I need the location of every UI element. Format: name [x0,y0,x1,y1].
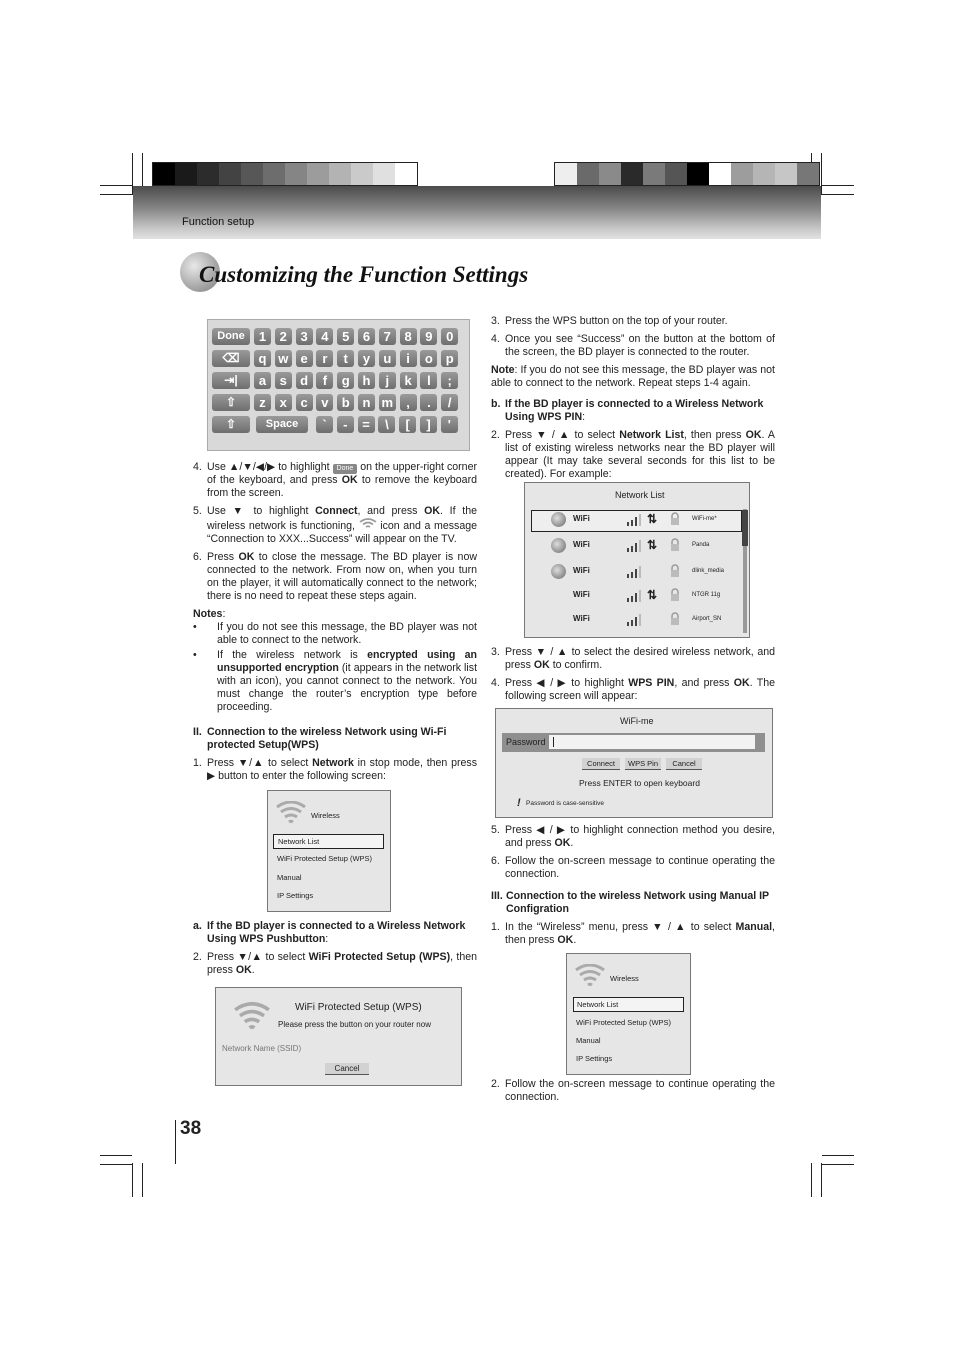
section-label: Function setup [182,216,255,228]
step-rb3: 3. Press ▼ / ▲ to select the desired wireless network, and press OK to confirm. [491,646,775,671]
note-1: • If you do not see this message, the BD player was not able to connect to the network. [193,621,477,646]
crop-mark [822,1164,854,1165]
keyboard-key[interactable]: 9 [420,328,437,345]
keyboard-key[interactable]: c [296,394,313,411]
keyboard-key[interactable]: d [296,372,313,389]
lock-icon [670,564,680,578]
keyboard-key[interactable]: 7 [379,328,396,345]
keyboard-key[interactable]: o [420,350,437,367]
keyboard-key[interactable]: b [337,394,354,411]
keyboard-key[interactable]: ⇧ [212,394,250,411]
color-swatch [373,163,395,185]
step-rc2-wrap [491,1078,775,1109]
step-r4: 4. Once you see “Success” on the button at the bottom of the screen, the BD player is connected to the router. [491,333,775,358]
crop-mark [821,153,822,195]
password-input[interactable] [549,735,755,749]
keyboard-hint: Press ENTER to open keyboard [579,778,700,788]
keyboard-key[interactable]: ⇧ [212,416,250,433]
crop-mark [822,194,854,195]
keyboard-key[interactable]: = [358,416,375,433]
keyboard-key[interactable]: g [337,372,354,389]
crop-mark [100,1155,132,1156]
left-steps: 4. Use ▲/▼/◀/▶ to highlight Done on the upper-right corner of the keyboard, and press OK to remove the keyboard from the screen. 5. Use ▼ to highlight Connect, and press OK. If the wireless network is functioning, icon and a message “Connection to XXX...Success” will appear on the TV. 6. Press OK to close the message. The BD player is now connected to the network. From now on, when you turn on the player, it will automatically connect to the network; there is no need to repeat these steps again. Notes: • If you do not see this message, the BD player was not able to connect to the network. • If the wireless network is encrypted using an unsupported encryption (it appears in the network list with an icon), you cannot connect to the network. You must change the router’s encryption type before proceeding. [193,461,478,713]
crop-mark [822,1155,854,1156]
network-name: Panda [692,542,710,548]
keyboard-key[interactable]: ' [441,416,458,433]
color-swatch [197,163,219,185]
text-cursor [553,737,554,747]
signal-strength-icon [626,513,642,525]
crop-mark [132,1163,133,1197]
keyboard-key[interactable]: 1 [254,328,271,345]
network-type-label: WiFi [573,566,590,575]
keyboard-key[interactable]: i [400,350,417,367]
keyboard-key[interactable]: t [337,350,354,367]
color-swatch [709,163,731,185]
keyboard-key[interactable]: s [275,372,292,389]
keyboard-key[interactable]: ⇥| [212,372,250,389]
keyboard-key[interactable]: l [420,372,437,389]
color-swatch [307,163,329,185]
step-5: 5. Use ▼ to highlight Connect, and press OK. If the wireless network is functioning, icon and a message “Connection to XXX...Success” will appear on the TV. [193,505,478,545]
menu-title: Wireless [610,974,639,983]
step-4: 4. Use ▲/▼/◀/▶ to highlight Done on the upper-right corner of the keyboard, and press OK to remove the keyboard from the screen. [193,461,477,499]
keyboard-key[interactable]: , [400,394,417,411]
wifi-signal-icon [359,520,377,532]
wifi-icon [276,801,306,825]
globe-icon [551,512,566,527]
network-type-label: WiFi [573,590,590,599]
keyboard-key[interactable]: ] [420,416,437,433]
lock-icon [670,612,680,626]
wps-refresh-icon: ⇅ [647,538,658,552]
lock-icon [670,538,680,552]
color-swatch [753,163,775,185]
network-list-screen [524,482,750,638]
keyboard-key[interactable]: 2 [275,328,292,345]
keyboard-key[interactable]: 0 [441,328,458,345]
color-swatch [731,163,753,185]
keyboard-key[interactable]: k [400,372,417,389]
color-swatch [175,163,197,185]
menu-item-ip-settings[interactable]: IP Settings [576,1054,613,1063]
keyboard-key[interactable]: 6 [358,328,375,345]
lock-icon [670,512,680,526]
note-2: • If the wireless network is encrypted using an unsupported encryption (it appears in the network list with an icon), you cannot connect to the network. You must change the router’s encryption type before proceeding. [193,649,478,713]
keyboard-key[interactable]: x [275,394,292,411]
right-steps-bottom [491,824,775,952]
wifi-icon [575,964,605,988]
signal-strength-icon [626,539,642,551]
keyboard-key[interactable]: ` [316,416,333,433]
keyboard-key[interactable]: n [358,394,375,411]
keyboard-key[interactable]: / [441,394,458,411]
color-swatch [219,163,241,185]
network-type-label: WiFi [573,514,590,523]
section-a-step-2: 2. Press ▼/▲ to select WiFi Protected Setup (WPS), then press OK. [193,951,477,976]
header-band [133,186,821,239]
keyboard-key[interactable]: ; [441,372,458,389]
pin-screen-title: WiFi-me [620,716,654,726]
scrollbar-thumb[interactable] [742,510,748,546]
step-rb4: 4. Press ◀ / ▶ to highlight WPS PIN, and press OK. The following screen will appear: [491,677,776,702]
keyboard-key[interactable]: 5 [337,328,354,345]
keyboard-key[interactable]: - [337,416,354,433]
connect-button[interactable]: Connect [582,758,620,770]
color-swatch [329,163,351,185]
keyboard-key[interactable]: p [441,350,458,367]
keyboard-key[interactable]: e [296,350,313,367]
keyboard-key[interactable]: u [379,350,396,367]
color-swatch [599,163,621,185]
section-iii-heading: III. Connection to the wireless Network using Manual IP Configration [491,890,769,915]
section-ii-step-1: 1. Press ▼/▲ to select Network in stop mode, then press ▶ button to enter the following screen: [193,757,477,782]
wifi-icon [234,1002,270,1032]
wps-message: Please press the button on your router now [278,1020,431,1029]
password-label: Password [506,737,546,747]
wps-screen [215,987,462,1086]
page-number-rule [175,1120,176,1164]
keyboard-key[interactable]: y [358,350,375,367]
crop-mark [100,185,132,186]
keyboard-key[interactable]: Done [212,328,250,345]
wireless-menu-screen [267,790,391,912]
right-color-bar [554,162,820,186]
keyboard-key[interactable]: f [316,372,333,389]
menu-item-manual[interactable]: Manual [277,873,302,882]
color-swatch [775,163,797,185]
case-note: Password is case-sensitive [526,800,605,807]
section-ii [193,726,477,788]
globe-icon [551,538,566,553]
done-chip: Done [333,464,358,474]
wps-refresh-icon: ⇅ [647,512,658,526]
signal-strength-icon [626,565,642,577]
menu-item-ip-settings[interactable]: IP Settings [277,891,314,900]
step-rb6: 6. Follow the on-screen message to continue operating the connection. [491,855,775,880]
wps-refresh-icon: ⇅ [647,588,658,602]
keyboard-key[interactable]: . [420,394,437,411]
menu-item-network-list[interactable]: Network List [278,837,320,846]
page-number: 38 [180,1118,202,1139]
section-a [193,920,477,982]
color-swatch [285,163,307,185]
wps-pin-screen [495,708,773,818]
wps-title: WiFi Protected Setup (WPS) [295,1002,422,1013]
network-name: NTGR 11g [692,592,721,598]
signal-strength-icon [626,613,642,625]
keyboard-key[interactable]: q [254,350,271,367]
color-swatch [263,163,285,185]
step-r3: 3. Press the WPS button on the top of your router. [491,315,728,327]
crop-mark [100,194,132,195]
crop-mark [100,1164,132,1165]
warning-icon: ! [517,797,521,809]
keyboard-key[interactable]: z [254,394,271,411]
right-steps-top [491,315,775,486]
crop-mark [822,185,854,186]
menu-item-manual[interactable]: Manual [576,1036,601,1045]
keyboard-key[interactable]: 4 [316,328,333,345]
keyboard-key[interactable]: [ [399,416,416,433]
crop-mark [142,1163,143,1197]
left-color-bar [152,162,418,186]
keyboard-key[interactable]: w [275,350,292,367]
lock-icon [670,588,680,602]
space-key[interactable]: Space [256,416,308,433]
keyboard-key[interactable]: \ [378,416,395,433]
color-swatch [577,163,599,185]
keyboard-key[interactable]: m [379,394,396,411]
menu-item-wps[interactable]: WiFi Protected Setup (WPS) [576,1018,672,1027]
signal-strength-icon [626,589,642,601]
crop-mark [821,1163,822,1197]
color-swatch [241,163,263,185]
menu-item-network-list[interactable]: Network List [577,1000,619,1009]
cancel-button[interactable]: Cancel [666,758,702,770]
page-title: Customizing the Function Settings [199,262,529,287]
network-list-title: Network List [615,490,665,500]
color-swatch [555,163,577,185]
cancel-button[interactable]: Cancel [325,1063,369,1075]
menu-title: Wireless [311,811,340,820]
color-swatch [395,163,417,185]
step-6: 6. Press OK to close the message. The BD player is now connected to the network. From now on, when you turn on the player, it will automatically connect to the network; there is no need to repeat these steps again. [193,551,477,602]
keyboard-key[interactable]: 8 [400,328,417,345]
onscreen-keyboard [207,319,470,451]
ssid-label: Network Name (SSID) [222,1044,302,1053]
section-b-heading: b. If the BD player is connected to a Wireless Network Using WPS PIN: [491,398,764,423]
color-swatch [797,163,819,185]
keyboard-key[interactable]: r [316,350,333,367]
step-rc2: 2. Follow the on-screen message to continue operating the connection. [491,1078,775,1103]
note: Note: If you do not see this message, the BD player was not able to connect to the network. Repeat steps 1-4 again. [491,364,775,389]
section-ii-heading: II. Connection to the wireless Network using Wi-Fi protected Setup(WPS) [193,726,447,751]
crop-mark [811,1163,812,1197]
wps-pin-button[interactable]: WPS Pin [625,758,661,770]
network-name: Airport_SN [692,616,722,622]
keyboard-key[interactable]: v [316,394,333,411]
step-rb2: 2. Press ▼ / ▲ to select Network List, then press OK. A list of existing wireless networks near the BD player will appear (It may take several seconds for this list to be created). For example: [491,429,775,480]
color-swatch [665,163,687,185]
network-name: dlink_media [692,568,725,574]
keyboard-key[interactable]: ⌫ [212,350,250,367]
right-steps-mid [491,646,775,708]
keyboard-key[interactable]: j [379,372,396,389]
section-a-heading: a. If the BD player is connected to a Wireless Network Using WPS Pushbutton: [193,920,466,945]
network-type-label: WiFi [573,614,590,623]
network-type-label: WiFi [573,540,590,549]
keyboard-key[interactable]: 3 [296,328,313,345]
keyboard-key[interactable]: h [358,372,375,389]
menu-item-wps[interactable]: WiFi Protected Setup (WPS) [277,854,373,863]
color-swatch [643,163,665,185]
color-swatch [687,163,709,185]
step-rb5: 5. Press ◀ / ▶ to highlight connection method you desire, and press OK. [491,824,775,849]
color-swatch [621,163,643,185]
keyboard-key[interactable]: a [254,372,271,389]
step-rc1: 1. In the “Wireless” menu, press ▼ / ▲ to select Manual, then press OK. [491,921,775,946]
globe-icon [551,564,566,579]
network-name: WiFi-me* [692,516,717,522]
notes-heading: Notes [193,608,223,620]
color-swatch [351,163,373,185]
wireless-menu-screen-2 [566,953,691,1075]
color-swatch [153,163,175,185]
